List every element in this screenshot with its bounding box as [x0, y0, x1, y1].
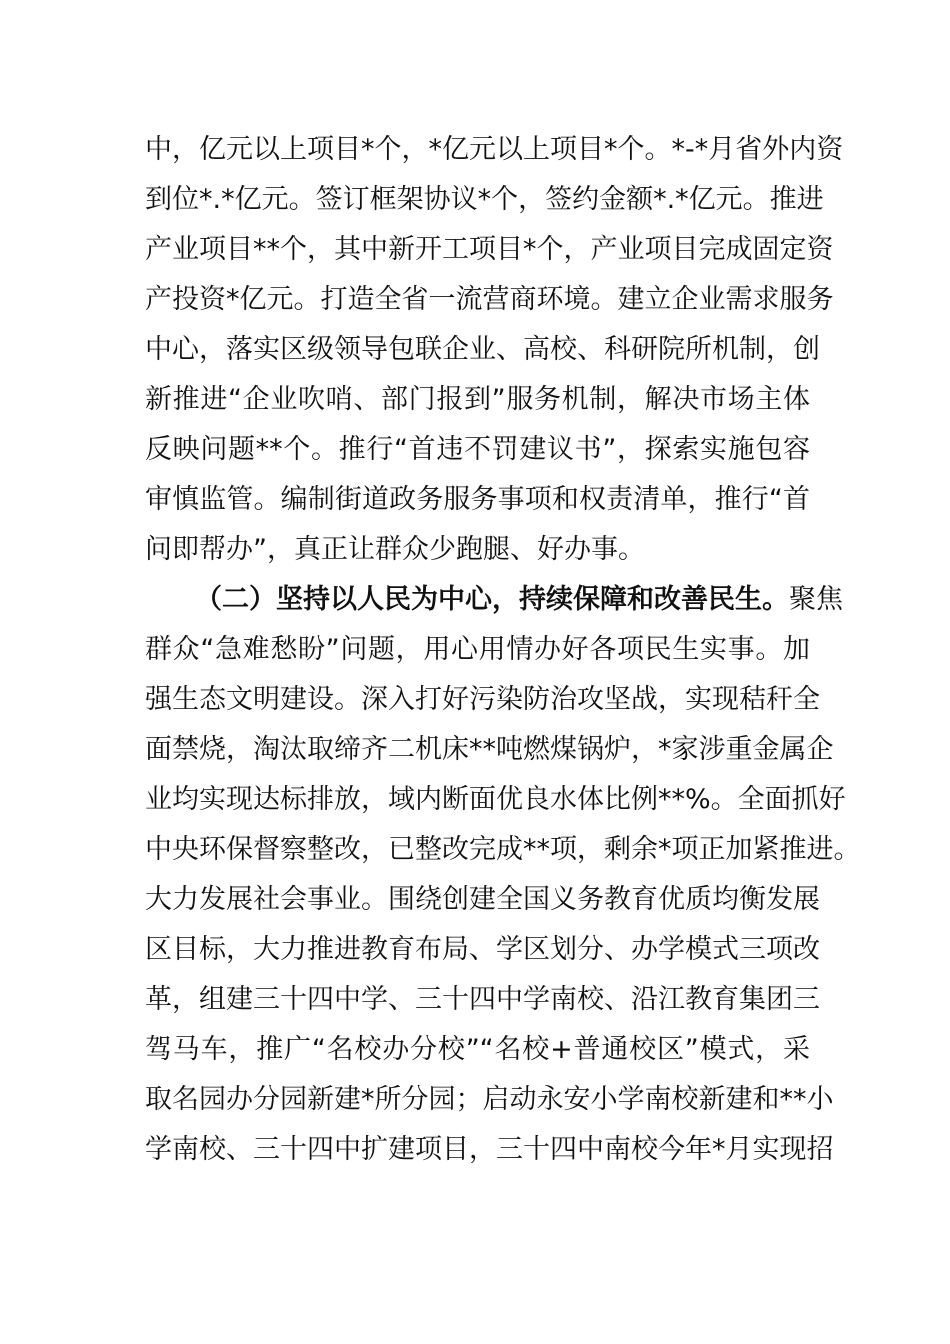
- paragraph-line: 业均实现达标排放，域内断面优良水体比例**%。全面抓好: [145, 784, 846, 815]
- heading-continuation: 聚焦: [789, 584, 843, 615]
- paragraph-line: 产业项目**个，其中新开工项目*个，产业项目完成固定资: [145, 234, 834, 265]
- paragraph-line: 学南校、三十四中扩建项目，三十四中南校今年*月实现招: [145, 1134, 834, 1165]
- paragraph-line: 大力发展社会事业。围绕创建全国义务教育优质均衡发展: [145, 884, 820, 915]
- paragraph-first-line: [145, 575, 843, 625]
- paragraph-line: 问即帮办”，真正让群众少跑腿、好办事。: [145, 534, 645, 565]
- paragraph-line: 审慎监管。编制街道政务服务事项和权责清单，推行“首: [145, 484, 810, 515]
- section-heading: （二）坚持以人民为中心，持续保障和改善民生。: [195, 584, 789, 615]
- paragraph-line: 中央环保督察整改，已整改完成**项，剩余*项正加紧推进。: [145, 834, 861, 865]
- paragraph-line: 中，亿元以上项目*个，*亿元以上项目*个。*-*月省外内资: [145, 134, 844, 165]
- paragraph-line: 中心，落实区级领导包联企业、高校、科研院所机制，创: [145, 334, 820, 365]
- paragraph-people-livelihood: [145, 575, 861, 1175]
- paragraph-investment-and-business-environment: [145, 125, 844, 575]
- paragraph-line: 新推进“企业吹哨、部门报到”服务机制，解决市场主体: [145, 384, 810, 415]
- paragraph-line: 群众“急难愁盼”问题，用心用情办好各项民生实事。加: [145, 634, 810, 665]
- paragraph-line: 面禁烧，淘汰取缔齐二机床**吨燃煤锅炉，*家涉重金属企: [145, 734, 834, 765]
- paragraph-line: 反映问题**个。推行“首违不罚建议书”，探索实施包容: [145, 434, 810, 465]
- paragraph-line: 区目标，大力推进教育布局、学区划分、办学模式三项改: [145, 934, 820, 965]
- paragraph-line: 革，组建三十四中学、三十四中学南校、沿江教育集团三: [145, 984, 820, 1015]
- paragraph-line: 到位*.*亿元。签订框架协议*个，签约金额*.*亿元。推进: [145, 184, 824, 215]
- paragraph-line: 驾马车，推广“名校办分校”“名校+普通校区”模式，采: [145, 1034, 810, 1065]
- paragraph-line: 产投资*亿元。打造全省一流营商环境。建立企业需求服务: [145, 284, 834, 315]
- paragraph-line: 取名园办分园新建*所分园；启动永安小学南校新建和**小: [145, 1084, 834, 1115]
- paragraph-line: 强生态文明建设。深入打好污染防治攻坚战，实现秸秆全: [145, 684, 820, 715]
